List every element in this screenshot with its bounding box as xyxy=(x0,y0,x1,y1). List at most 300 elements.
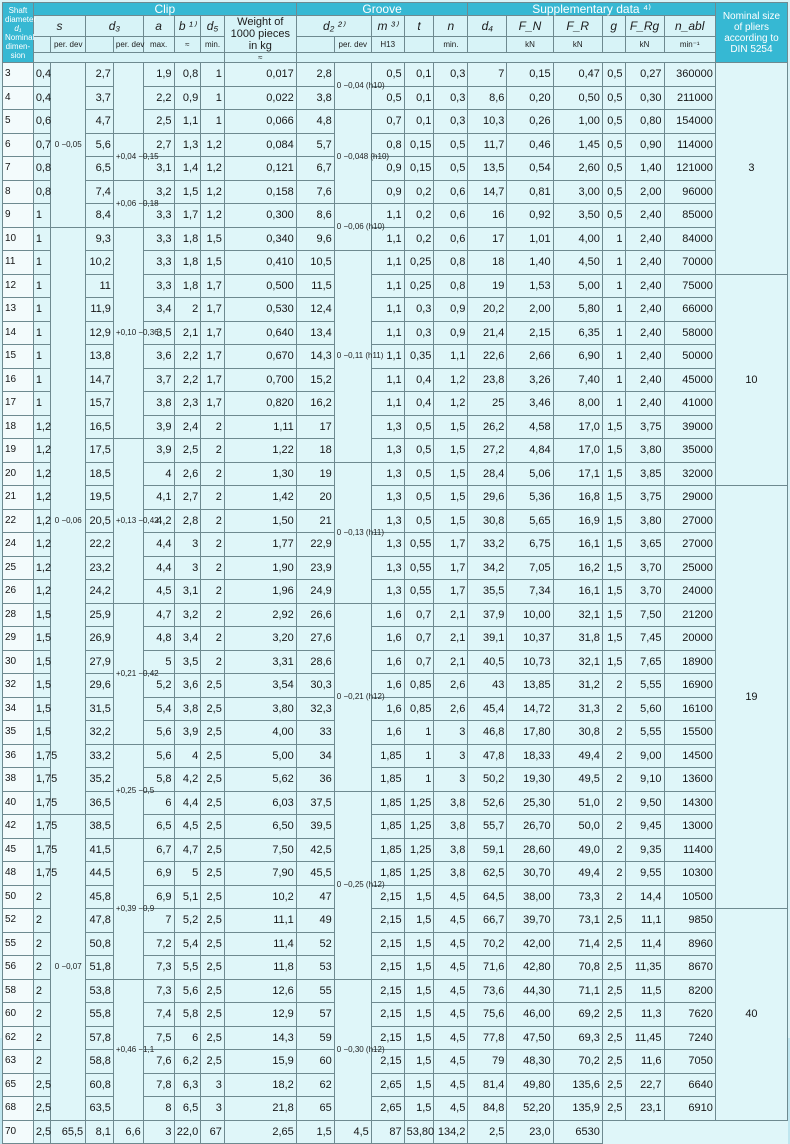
d3-cell: 36,5 xyxy=(86,791,114,815)
s-cell: 1 xyxy=(33,204,50,228)
d2-cell: 57 xyxy=(296,1003,334,1027)
frg-cell: 2,40 xyxy=(625,298,664,322)
m-cell: 1,1 xyxy=(371,227,404,251)
weight-header: Weight of 1000 pieces in kg xyxy=(224,16,296,53)
fr-cell: 16,8 xyxy=(553,486,602,510)
fr-cell: 51,0 xyxy=(553,791,602,815)
d3-tolerance: +0,21 −0,42 xyxy=(113,603,143,744)
a-cell: 3,4 xyxy=(143,298,174,322)
nabl-cell: 10300 xyxy=(664,862,715,886)
s-cell: 1,2 xyxy=(33,580,50,604)
m-cell: 2,65 xyxy=(371,1073,404,1097)
weight-cell: 18,2 xyxy=(224,1073,296,1097)
a-cell: 3,9 xyxy=(143,439,174,463)
frg-cell: 2,40 xyxy=(625,321,664,345)
frg-cell: 7,45 xyxy=(625,627,664,651)
d2-cell: 4,8 xyxy=(296,110,334,134)
d4-cell: 17 xyxy=(468,227,507,251)
weight-cell: 1,22 xyxy=(224,439,296,463)
m-cell: 1,85 xyxy=(371,791,404,815)
fn-cell: 17,80 xyxy=(507,721,553,745)
d3-cell: 24,2 xyxy=(86,580,114,604)
a-cell: 7 xyxy=(143,909,174,933)
frg-cell: 2,40 xyxy=(625,368,664,392)
d5-cell: 3 xyxy=(201,1097,225,1121)
d3-cell: 38,5 xyxy=(86,815,114,839)
d3-tolerance: +0,39 −0,9 xyxy=(113,838,143,979)
d5-cell: 2,5 xyxy=(201,1003,225,1027)
n-cell: 4,5 xyxy=(434,932,468,956)
fr-cell: 70,2 xyxy=(553,1050,602,1074)
n-cell: 0,3 xyxy=(434,63,468,87)
fn-cell: 53,80 xyxy=(404,1120,434,1144)
m-cell: 2,15 xyxy=(371,932,404,956)
fr-cell: 73,3 xyxy=(553,885,602,909)
t-cell: 0,5 xyxy=(404,439,434,463)
shaft-diameter-cell: 26 xyxy=(3,580,34,604)
b-cell: 5 xyxy=(174,862,201,886)
fn-cell: 14,72 xyxy=(507,697,553,721)
g-cell: 2,5 xyxy=(602,932,625,956)
nabl-cell: 14300 xyxy=(664,791,715,815)
frg-cell: 9,35 xyxy=(625,838,664,862)
s-cell: 1,75 xyxy=(33,838,50,862)
d2-cell: 22,9 xyxy=(296,533,334,557)
d2-cell: 16,2 xyxy=(296,392,334,416)
n-cell: 0,6 xyxy=(434,204,468,228)
m-cell: 1,3 xyxy=(371,533,404,557)
d2-cell: 33 xyxy=(296,721,334,745)
m-cell: 1,6 xyxy=(371,627,404,651)
t-cell: 0,25 xyxy=(404,274,434,298)
d5-cell: 2,5 xyxy=(201,1050,225,1074)
fn-cell: 47,50 xyxy=(507,1026,553,1050)
shaft-diameter-cell: 13 xyxy=(3,298,34,322)
frg-cell: 0,90 xyxy=(625,133,664,157)
g-unit xyxy=(602,36,625,52)
d5-cell: 2 xyxy=(201,650,225,674)
d5-unit: min. xyxy=(201,36,225,52)
groove-group-header: Groove xyxy=(296,3,468,16)
t-cell: 1,25 xyxy=(404,838,434,862)
nabl-cell: 11400 xyxy=(664,838,715,862)
frg-cell: 3,85 xyxy=(625,462,664,486)
d5-cell: 1,7 xyxy=(201,321,225,345)
d2-cell: 6,7 xyxy=(296,157,334,181)
d3-tolerance: +0,04 −0,15 xyxy=(113,133,143,180)
d3-tolerance: +0,46 −1,1 xyxy=(113,979,143,1120)
m-cell: 1,3 xyxy=(371,439,404,463)
nabl-cell: 7620 xyxy=(664,1003,715,1027)
d5-cell: 1,5 xyxy=(201,227,225,251)
table-row xyxy=(3,439,788,463)
d2-cell: 60 xyxy=(296,1050,334,1074)
d3-cell: 2,7 xyxy=(86,63,114,87)
t-cell: 0,1 xyxy=(404,63,434,87)
d2-cell: 30,3 xyxy=(296,674,334,698)
n-cell: 4,5 xyxy=(434,1026,468,1050)
pliers-size-cell: 40 xyxy=(715,909,787,1121)
g-cell: 2,5 xyxy=(602,1003,625,1027)
weight-cell: 0,300 xyxy=(224,204,296,228)
g-cell: 1,5 xyxy=(602,580,625,604)
d5-cell: 2,5 xyxy=(201,674,225,698)
nabl-cell: 6530 xyxy=(553,1120,602,1144)
shaft-diameter-cell: 19 xyxy=(3,439,34,463)
m-cell: 1,85 xyxy=(371,862,404,886)
d2-cell: 20 xyxy=(296,486,334,510)
shaft-diameter-cell: 58 xyxy=(3,979,34,1003)
weight-cell: 4,00 xyxy=(224,721,296,745)
n-cell: 4,5 xyxy=(434,1097,468,1121)
fr-cell: 4,50 xyxy=(553,251,602,275)
fn-cell: 3,26 xyxy=(507,368,553,392)
shaft-diameter-cell: 29 xyxy=(3,627,34,651)
shaft-diameter-header: Shaft diameter d₁ Nominal dimen-sion xyxy=(3,3,34,63)
frg-cell: 3,80 xyxy=(625,509,664,533)
b-cell: 4,5 xyxy=(174,815,201,839)
frg-cell: 2,40 xyxy=(625,392,664,416)
shaft-diameter-cell: 63 xyxy=(3,1050,34,1074)
shaft-diameter-cell: 4 xyxy=(3,86,34,110)
d5-cell: 2,5 xyxy=(201,932,225,956)
d2-cell: 47 xyxy=(296,885,334,909)
nabl-cell: 84000 xyxy=(664,227,715,251)
d5-cell: 2,5 xyxy=(201,885,225,909)
d4-cell: 10,3 xyxy=(468,110,507,134)
d2-cell: 28,6 xyxy=(296,650,334,674)
b-cell: 0,8 xyxy=(174,63,201,87)
d4-cell: 71,6 xyxy=(468,956,507,980)
weight-cell: 5,62 xyxy=(224,768,296,792)
a-cell: 4,4 xyxy=(143,533,174,557)
a-cell: 7,8 xyxy=(143,1073,174,1097)
d2-cell: 19 xyxy=(296,462,334,486)
shaft-diameter-cell: 21 xyxy=(3,486,34,510)
d5-cell: 2,5 xyxy=(201,862,225,886)
g-cell: 2 xyxy=(602,862,625,886)
g-cell: 2 xyxy=(602,885,625,909)
n-cell: 0,3 xyxy=(434,86,468,110)
fr-cell: 0,50 xyxy=(553,86,602,110)
shaft-diameter-cell: 40 xyxy=(3,791,34,815)
fr-cell: 73,1 xyxy=(553,909,602,933)
d4-cell: 7 xyxy=(468,63,507,87)
d4-cell: 11,7 xyxy=(468,133,507,157)
frg-cell: 9,45 xyxy=(625,815,664,839)
table-row xyxy=(3,133,788,157)
weight-cell: 0,640 xyxy=(224,321,296,345)
nabl-cell: 7050 xyxy=(664,1050,715,1074)
d4-cell: 30,8 xyxy=(468,509,507,533)
m-cell: 2,65 xyxy=(224,1120,296,1144)
nabl-cell: 114000 xyxy=(664,133,715,157)
fn-cell: 39,70 xyxy=(507,909,553,933)
shaft-diameter-cell: 65 xyxy=(3,1073,34,1097)
d2-cell: 65 xyxy=(296,1097,334,1121)
n-cell: 0,8 xyxy=(434,274,468,298)
d3-cell: 20,5 xyxy=(86,509,114,533)
b-cell: 6,6 xyxy=(113,1120,143,1144)
fn-cell: 10,37 xyxy=(507,627,553,651)
table-row xyxy=(3,227,788,251)
frg-header: F_Rg xyxy=(625,16,664,37)
s-cell: 2 xyxy=(33,909,50,933)
s-cell: 2 xyxy=(33,1003,50,1027)
t-cell: 1,25 xyxy=(404,791,434,815)
shaft-diameter-cell: 6 xyxy=(3,133,34,157)
weight-cell: 0,066 xyxy=(224,110,296,134)
fn-cell: 52,20 xyxy=(507,1097,553,1121)
m-cell: 1,3 xyxy=(371,486,404,510)
d2-tolerance: 0 −0,21 (h12) xyxy=(334,603,371,791)
d2-cell: 18 xyxy=(296,439,334,463)
d2-cell: 42,5 xyxy=(296,838,334,862)
d3-cell: 8,4 xyxy=(86,204,114,228)
m-cell: 1,1 xyxy=(371,345,404,369)
fr-cell: 31,2 xyxy=(553,674,602,698)
specification-table xyxy=(2,2,788,1144)
t-cell: 0,15 xyxy=(404,133,434,157)
n-cell: 4,5 xyxy=(434,956,468,980)
shaft-diameter-cell: 38 xyxy=(3,768,34,792)
fn-cell: 44,30 xyxy=(507,979,553,1003)
d3-cell: 22,2 xyxy=(86,533,114,557)
weight-cell: 12,9 xyxy=(224,1003,296,1027)
b-cell: 2,6 xyxy=(174,462,201,486)
d2-cell: 23,9 xyxy=(296,556,334,580)
t-cell: 0,2 xyxy=(404,180,434,204)
n-cell: 2,1 xyxy=(434,650,468,674)
shaft-diameter-cell: 70 xyxy=(3,1120,34,1144)
s-cell: 1,2 xyxy=(33,486,50,510)
weight-cell: 7,50 xyxy=(224,838,296,862)
nabl-cell: 58000 xyxy=(664,321,715,345)
nabl-cell: 18900 xyxy=(664,650,715,674)
d3-cell: 23,2 xyxy=(86,556,114,580)
fn-cell: 2,00 xyxy=(507,298,553,322)
a-cell: 3,3 xyxy=(143,274,174,298)
d3-cell: 44,5 xyxy=(86,862,114,886)
g-cell: 2 xyxy=(602,674,625,698)
frg-cell: 11,1 xyxy=(625,909,664,933)
shaft-diameter-cell: 42 xyxy=(3,815,34,839)
d3-cell: 7,4 xyxy=(86,180,114,204)
weight-cell: 0,017 xyxy=(224,63,296,87)
frg-cell: 11,4 xyxy=(625,932,664,956)
fn-cell: 46,00 xyxy=(507,1003,553,1027)
d4-cell: 43 xyxy=(468,674,507,698)
d4-cell: 79 xyxy=(468,1050,507,1074)
g-cell: 2 xyxy=(602,815,625,839)
weight-cell: 11,4 xyxy=(224,932,296,956)
t-cell: 1,5 xyxy=(404,1073,434,1097)
s-cell: 1 xyxy=(33,274,50,298)
n-cell: 1,7 xyxy=(434,533,468,557)
d2-tolerance: 0 −0,30 (h12) xyxy=(334,979,371,1120)
t-cell: 1,5 xyxy=(404,909,434,933)
fr-cell: 71,1 xyxy=(553,979,602,1003)
weight-cell: 21,8 xyxy=(224,1097,296,1121)
g-cell: 1 xyxy=(602,274,625,298)
shaft-diameter-cell: 45 xyxy=(3,838,34,862)
d4-cell: 66,7 xyxy=(468,909,507,933)
a-cell: 7,2 xyxy=(143,932,174,956)
d2-tolerance: 0 −0,25 (h12) xyxy=(334,791,371,979)
s-header: s xyxy=(33,16,85,37)
t-cell: 0,1 xyxy=(404,86,434,110)
table-body xyxy=(3,63,788,1144)
frg-cell: 9,55 xyxy=(625,862,664,886)
g-cell: 2,5 xyxy=(602,1050,625,1074)
n-cell: 3 xyxy=(434,721,468,745)
m-cell: 0,5 xyxy=(371,63,404,87)
weight-cell: 10,2 xyxy=(224,885,296,909)
d5-cell: 3 xyxy=(143,1120,174,1144)
b-cell: 4 xyxy=(174,744,201,768)
weight-cell: 0,530 xyxy=(224,298,296,322)
shaft-diameter-cell: 34 xyxy=(3,697,34,721)
nabl-cell: 32000 xyxy=(664,462,715,486)
g-cell: 2 xyxy=(602,697,625,721)
m-cell: 0,5 xyxy=(371,86,404,110)
n-cell: 1,5 xyxy=(434,439,468,463)
nabl-cell: 7240 xyxy=(664,1026,715,1050)
d3-tolerance xyxy=(113,63,143,134)
n-cell: 4,5 xyxy=(434,1050,468,1074)
fn-cell: 5,65 xyxy=(507,509,553,533)
t-cell: 1,5 xyxy=(404,1050,434,1074)
d4-cell: 52,6 xyxy=(468,791,507,815)
m-cell: 1,6 xyxy=(371,603,404,627)
b-cell: 3,4 xyxy=(174,627,201,651)
d3-cell: 12,9 xyxy=(86,321,114,345)
nabl-cell: 6640 xyxy=(664,1073,715,1097)
a-cell: 2,5 xyxy=(143,110,174,134)
shaft-diameter-cell: 14 xyxy=(3,321,34,345)
n-cell: 1,5 xyxy=(434,462,468,486)
weight-cell: 11,8 xyxy=(224,956,296,980)
m-cell: 1,1 xyxy=(371,251,404,275)
nabl-cell: 360000 xyxy=(664,63,715,87)
d2-tolerance: 0 −0,11 (h11) xyxy=(334,251,371,463)
fr-cell: 70,8 xyxy=(553,956,602,980)
weight-cell: 5,00 xyxy=(224,744,296,768)
frg-cell: 2,40 xyxy=(625,251,664,275)
fr-cell: 8,00 xyxy=(553,392,602,416)
g-header: g xyxy=(602,16,625,37)
weight-cell: 7,90 xyxy=(224,862,296,886)
b-cell: 1,1 xyxy=(174,110,201,134)
d3-tolerance: +0,13 −0,42 xyxy=(113,439,143,604)
frg-cell: 1,40 xyxy=(625,157,664,181)
t-cell: 0,5 xyxy=(404,415,434,439)
nabl-cell: 96000 xyxy=(664,180,715,204)
nabl-cell: 8670 xyxy=(664,956,715,980)
s-cell: 2 xyxy=(33,979,50,1003)
g-cell: 1,5 xyxy=(602,486,625,510)
d4-cell: 19 xyxy=(468,274,507,298)
weight-cell: 22,0 xyxy=(174,1120,201,1144)
weight-cell: 1,11 xyxy=(224,415,296,439)
d2-tolerance: 0 −0,048 (h10) xyxy=(334,110,371,204)
s-tolerance: 0 −0,06 xyxy=(51,227,86,815)
d2-cell: 9,6 xyxy=(296,227,334,251)
m-unit: H13 xyxy=(371,36,404,52)
g-cell: 0,5 xyxy=(602,180,625,204)
a-cell: 3,8 xyxy=(143,392,174,416)
nabl-cell: 85000 xyxy=(664,204,715,228)
d3-cell: 33,2 xyxy=(86,744,114,768)
shaft-diameter-cell: 56 xyxy=(3,956,34,980)
d3-cell: 11,9 xyxy=(86,298,114,322)
weight-cell: 1,77 xyxy=(224,533,296,557)
shaft-diameter-cell: 32 xyxy=(3,674,34,698)
g-cell: 1,5 xyxy=(602,533,625,557)
weight-cell: 0,410 xyxy=(224,251,296,275)
d3-cell: 35,2 xyxy=(86,768,114,792)
s-tolerance: 0 −0,05 xyxy=(51,63,86,228)
t-cell: 0,85 xyxy=(404,674,434,698)
fn-cell: 28,60 xyxy=(507,838,553,862)
frg-cell: 22,7 xyxy=(625,1073,664,1097)
n-cell: 2,1 xyxy=(434,627,468,651)
nabl-cell: 13000 xyxy=(664,815,715,839)
d5-cell: 1,2 xyxy=(201,157,225,181)
fn-cell: 10,00 xyxy=(507,603,553,627)
d2-perdev-unit: per. dev xyxy=(334,36,371,52)
b-cell: 5,1 xyxy=(174,885,201,909)
d4-cell: 40,5 xyxy=(468,650,507,674)
n-cell: 4,5 xyxy=(434,885,468,909)
d3-tolerance: +0,10 −0,36 xyxy=(113,227,143,439)
shaft-diameter-cell: 36 xyxy=(3,744,34,768)
d2-cell: 14,3 xyxy=(296,345,334,369)
d5-cell: 1,7 xyxy=(201,368,225,392)
d3-cell: 26,9 xyxy=(86,627,114,651)
m-cell: 1,85 xyxy=(371,815,404,839)
b-cell: 1,4 xyxy=(174,157,201,181)
weight-cell: 14,3 xyxy=(224,1026,296,1050)
shaft-diameter-cell: 60 xyxy=(3,1003,34,1027)
d3-cell: 51,8 xyxy=(86,956,114,980)
shaft-diameter-cell: 7 xyxy=(3,157,34,181)
fn-cell: 3,46 xyxy=(507,392,553,416)
frg-cell: 2,00 xyxy=(625,180,664,204)
g-cell: 2 xyxy=(602,721,625,745)
fn-cell: 26,70 xyxy=(507,815,553,839)
b-cell: 1,8 xyxy=(174,227,201,251)
a-cell: 1,9 xyxy=(143,63,174,87)
s-cell: 2 xyxy=(33,932,50,956)
d5-cell: 2 xyxy=(201,533,225,557)
d5-cell: 1,7 xyxy=(201,298,225,322)
d5-cell: 3 xyxy=(201,1073,225,1097)
d4-cell: 45,4 xyxy=(468,697,507,721)
fn-cell: 4,84 xyxy=(507,439,553,463)
frg-cell: 2,40 xyxy=(625,274,664,298)
b-cell: 2,4 xyxy=(174,415,201,439)
nabl-cell: 14500 xyxy=(664,744,715,768)
d3-cell: 3,7 xyxy=(86,86,114,110)
fr-cell: 1,00 xyxy=(553,110,602,134)
nabl-cell: 10500 xyxy=(664,885,715,909)
d2-cell: 53 xyxy=(296,956,334,980)
d2-cell: 13,4 xyxy=(296,321,334,345)
g-cell: 2,5 xyxy=(602,909,625,933)
a-header: a xyxy=(143,16,174,37)
s-cell: 1,5 xyxy=(33,721,50,745)
